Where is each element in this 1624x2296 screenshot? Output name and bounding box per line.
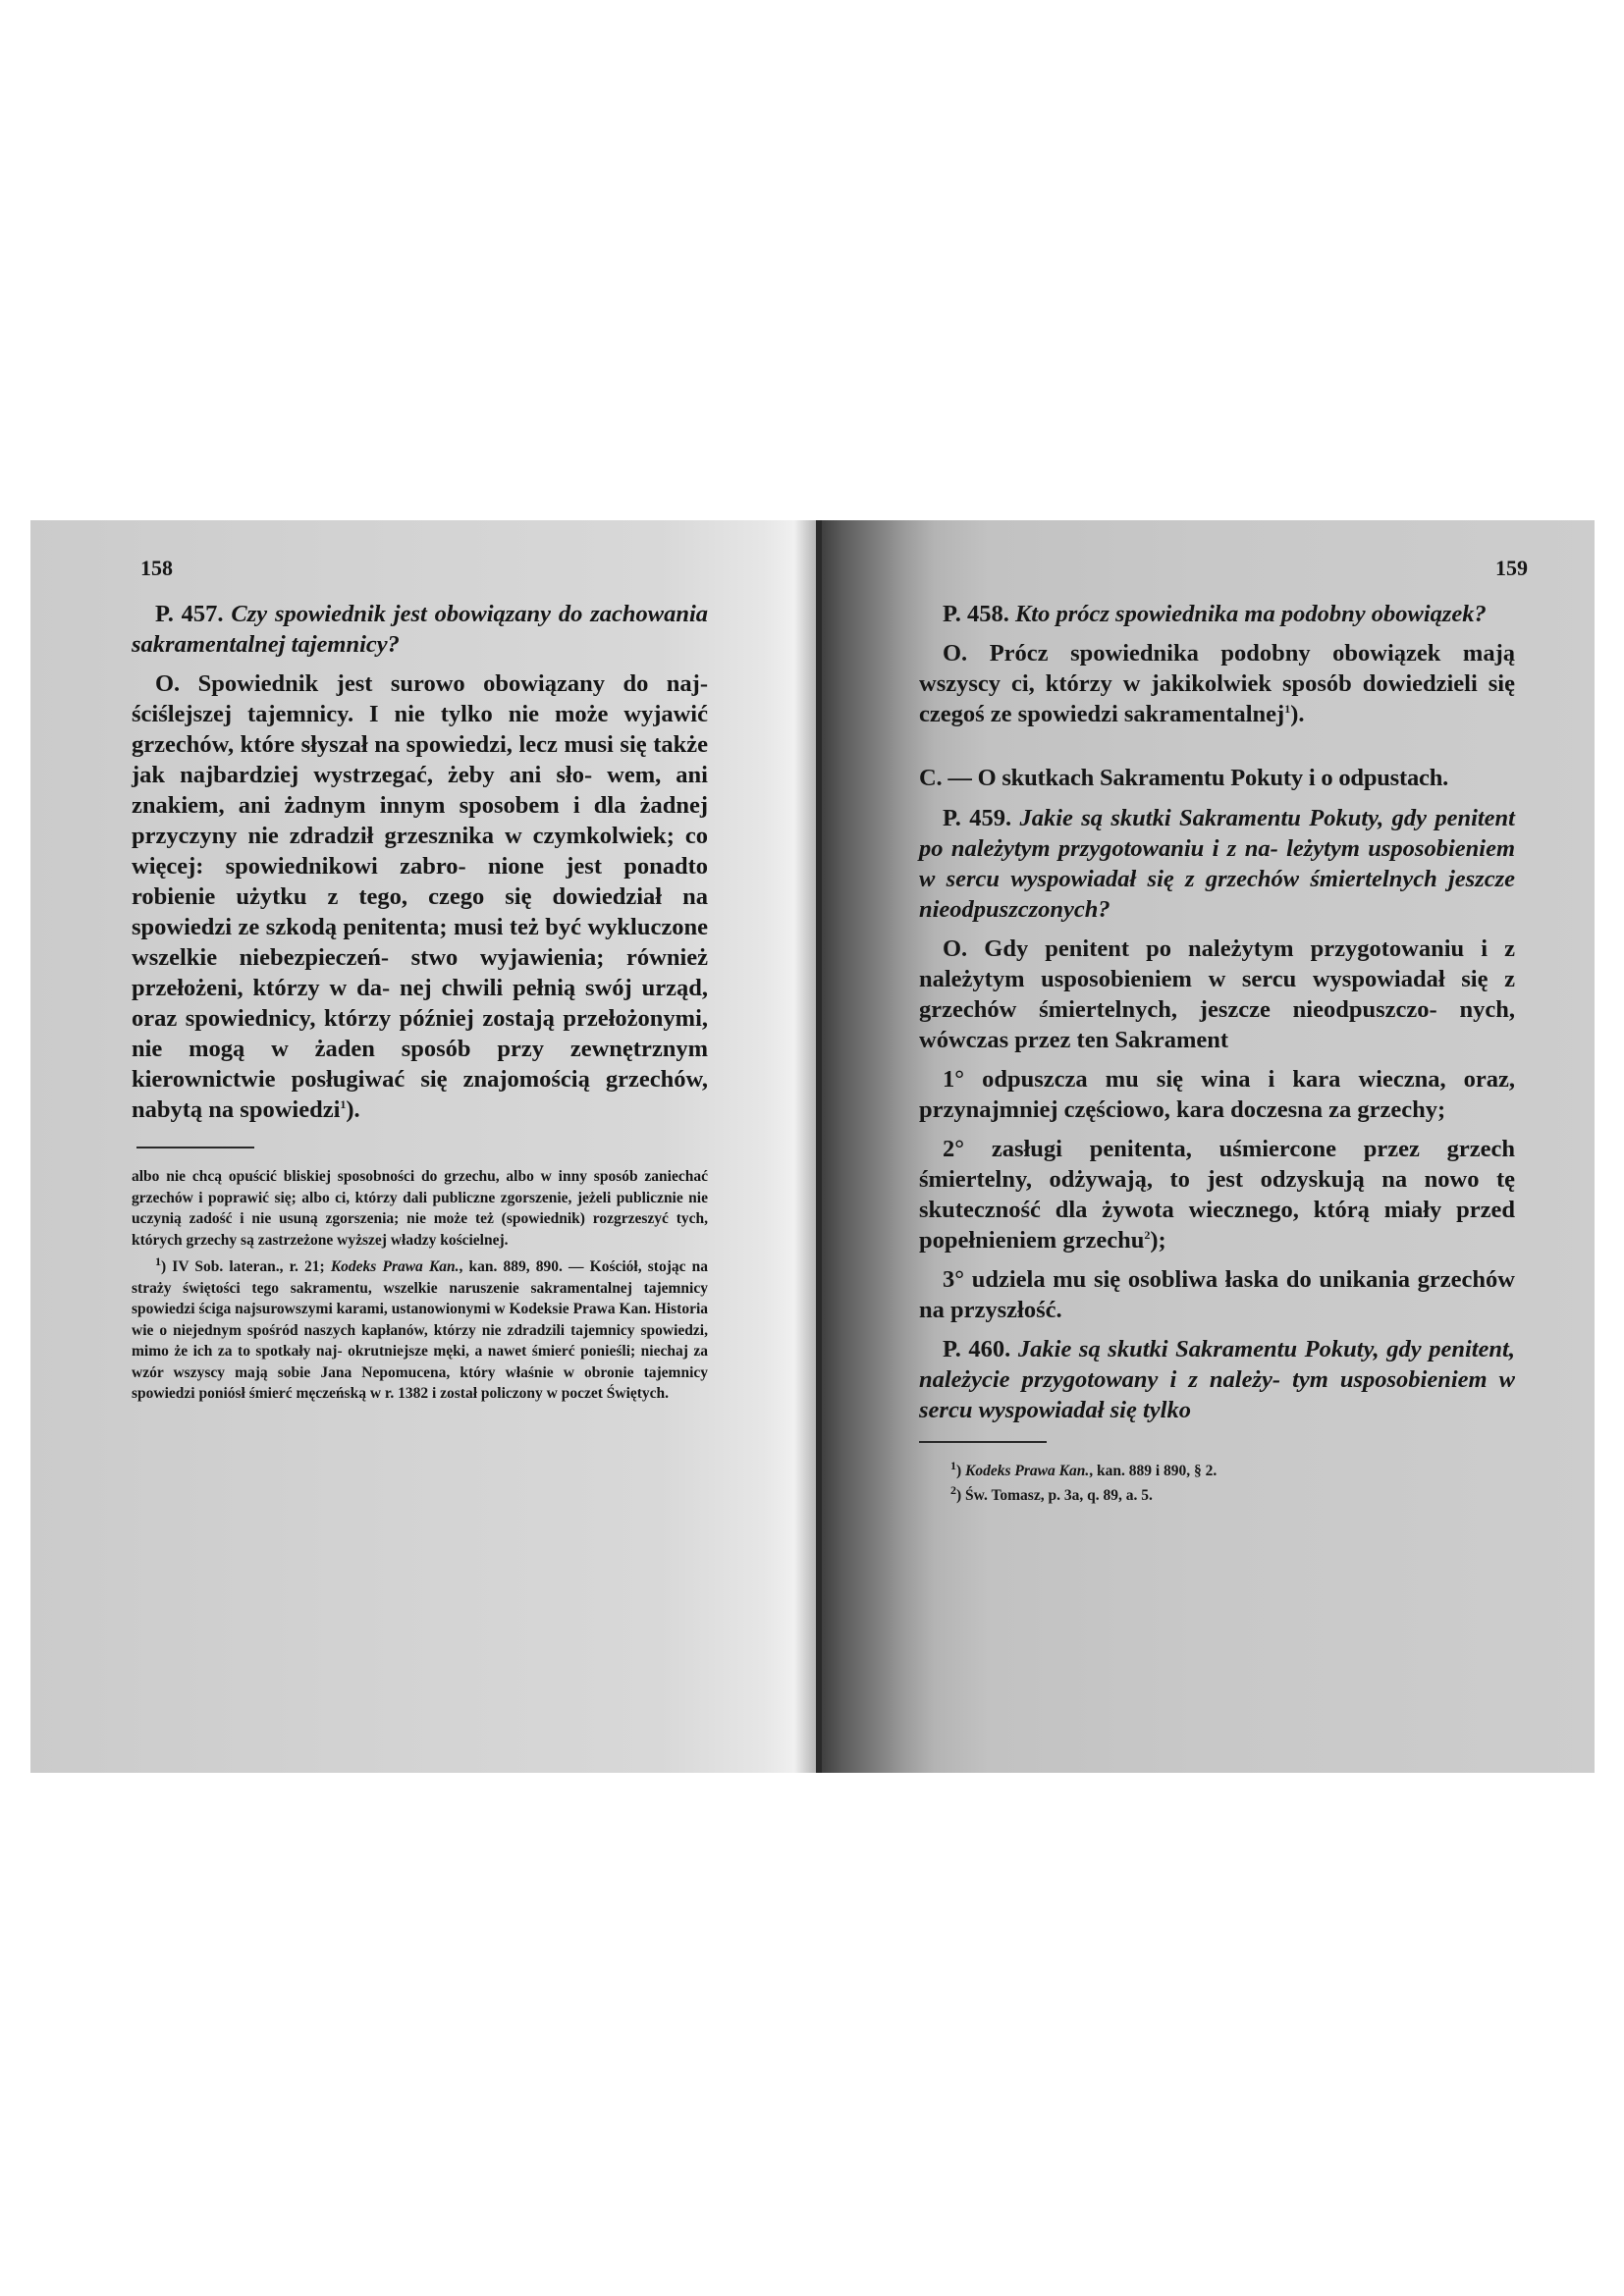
question-label: P. 458. [943,601,1009,627]
answer-458 [919,638,1515,729]
answer-end: ). [1290,701,1305,727]
question-457 [132,599,708,660]
page-number-left: 158 [140,556,173,580]
footnote-1: $^1$) Kodeks Prawa Kan., kan. 889 i 890, § 2. [950,1458,1218,1479]
question-text: Kto prócz spowiednika ma podobny obowiązek? [1014,601,1487,627]
effect-end: ); [1150,1227,1166,1254]
footnote-2: $^2$) Św. Tomasz, p. 3a, q. 89, a. 5. [950,1482,1153,1504]
footnote-rest: , kan. 889, 890. — Kościół, stojąc na straży świętości tego sakramentu, wszelkie naruszenie sakramentalnej tajemnicy spowiedzi ściga najsurowszymi karami, ustanowionymi w Kodeksie Prawa Kan. Historia wie o niejednym spośród naszych kapłanów, którzy nie zdradzili tajemnicy spowiedzi, mimo że ich za to spotkały naj- okrutniejsze męki, a nawet śmierć ponieśli; niechaj za wzór wszyscy mają sobie Jana Nepomucena, który właśnie w obronie tajemnicy spowiedzi poniósł śmierć męczeńską w r. 1382 i został policzony w poczet Świętych. [132,1258,708,1402]
footnote-prefix: ) IV Sob. lateran., r. 21; [161,1258,331,1275]
question-label: P. 459. [943,805,1012,831]
book-scan [30,520,1595,1773]
footnote-rest: Św. Tomasz, p. 3a, q. 89, a. 5. [965,1486,1153,1504]
effect-2 [919,1134,1515,1255]
effect-number: 1° [943,1066,965,1093]
effect-number: 2° [943,1136,965,1162]
footnotes-left [132,1166,708,1405]
question-460 [919,1334,1515,1425]
footnote-ref: 2 [1144,1227,1151,1242]
question-459 [919,803,1515,925]
footnote-marker: 2 [950,1482,956,1497]
answer-text: O. Prócz spowiednika podobny obowiązek mają wszyscy ci, którzy w jakikolwiek sposób dowiedzieli się czegoś ze spowiedzi sakramentalnej [919,640,1515,727]
effect-number: 3° [943,1266,965,1293]
effect-text: udziela mu się osobliwa łaska do unikania grzechów na przyszłość. [919,1266,1516,1323]
question-label: P. 460. [943,1336,1011,1362]
question-458 [919,599,1515,629]
footnotes-right [919,1458,1515,1506]
answer-457 [132,668,708,1125]
answer-459-intro: O. Gdy penitent po należytym przygotowaniu i z należytym usposobieniem w sercu wyspowiadał się z grzechów śmiertelnych, jeszcze nieodpuszczo- nych, wówczas przez ten Sakrament [919,935,1515,1053]
footnote-ref: 1 [1284,701,1291,716]
footnote-italic: Kodeks Prawa Kan. [965,1463,1090,1479]
page-number-right: 159 [1495,556,1528,580]
effect-text: zasługi penitenta, uśmiercone przez grzech śmiertelny, odżywają, to jest odzyskują na nowo tę skuteczność dla żywota wiecznego, którą miały przed popełnieniem grzechu [919,1136,1516,1254]
question-text: Jakie są skutki Sakramentu Pokuty, gdy penitent po należytym przygotowaniu i z na- leżytym usposobieniem w sercu wyspowiadał się z grzechów śmiertelnych jeszcze nieodpuszczonych? [919,805,1515,923]
answer-text: O. Spowiednik jest surowo obowiązany do naj- ściślejszej tajemnicy. I nie tylko nie może wyjawić grzechów, które słyszał na spowiedzi, lecz musi się także jak najbardziej wystrzegać, żeby ani sło- wem, ani znakiem, ani żadnym innym sposobem i dla żadnej przyczyny nie zdradził grzesznika w czymkolwiek; co więcej: spowiednikowi zabro- nione jest ponadto robienie użytku z tego, czego się dowiedział na spowiedzi ze szkodą penitenta; musi też być wykluczone wszelkie niebezpieczeń- stwo wyjawienia; również przełożeni, którzy w da- nej chwili pełnią swój urząd, oraz spowiednicy, którzy później zostają przełożonymi, nie mogą w żaden sposób przy zewnętrznym kierownictwie posługiwać się znajomością grzechów, nabytą na spowiedzi [132,670,708,1123]
footnote-italic: Kodeks Prawa Kan. [330,1258,460,1275]
footnote-rest: , kan. 889 i 890, § 2. [1089,1463,1218,1479]
footnote-continuation: albo nie chcą opuścić bliskiej sposobności do grzechu, albo w inny sposób zaniechać grzechów i poprawić się; albo ci, którzy dali publiczne zgorszenie, jeżeli publicznie nie uczynią zadość i nie usuną zgorszenia; nie może też (spowiednik) rozgrzeszyć tych, których grzechy są zastrzeżone wyższej władzy kościelnej. [132,1168,708,1249]
answer-end: ). [346,1096,360,1123]
section-heading: C. — O skutkach Sakramentu Pokuty i o odpustach. [919,765,1449,791]
footnote-divider [919,1441,1047,1443]
question-label: P. 457. [155,601,224,627]
effect-1 [919,1064,1515,1125]
left-page [30,520,818,1773]
footnote-ref: 1 [340,1096,347,1111]
footnote-1 [132,1256,708,1405]
question-text: Jakie są skutki Sakramentu Pokuty, gdy penitent, należycie przygotowany i z należy- tym usposobieniem w sercu wyspowiadał się tylko [919,1336,1515,1423]
right-page-body [919,599,1515,1509]
right-page [818,520,1595,1773]
effect-text: odpuszcza mu się wina i kara wieczna, oraz, przynajmniej częściowo, kara doczesna za grzechy; [919,1066,1515,1123]
book-gutter [816,520,822,1773]
footnote-divider [136,1147,254,1148]
question-text: Czy spowiednik jest obowiązany do zachowania sakramentalnej tajemnicy? [132,601,708,658]
left-page-body [132,599,708,1411]
footnote-marker: 1 [155,1254,161,1268]
effect-3 [919,1264,1515,1325]
footnote-marker: 1 [950,1458,956,1472]
